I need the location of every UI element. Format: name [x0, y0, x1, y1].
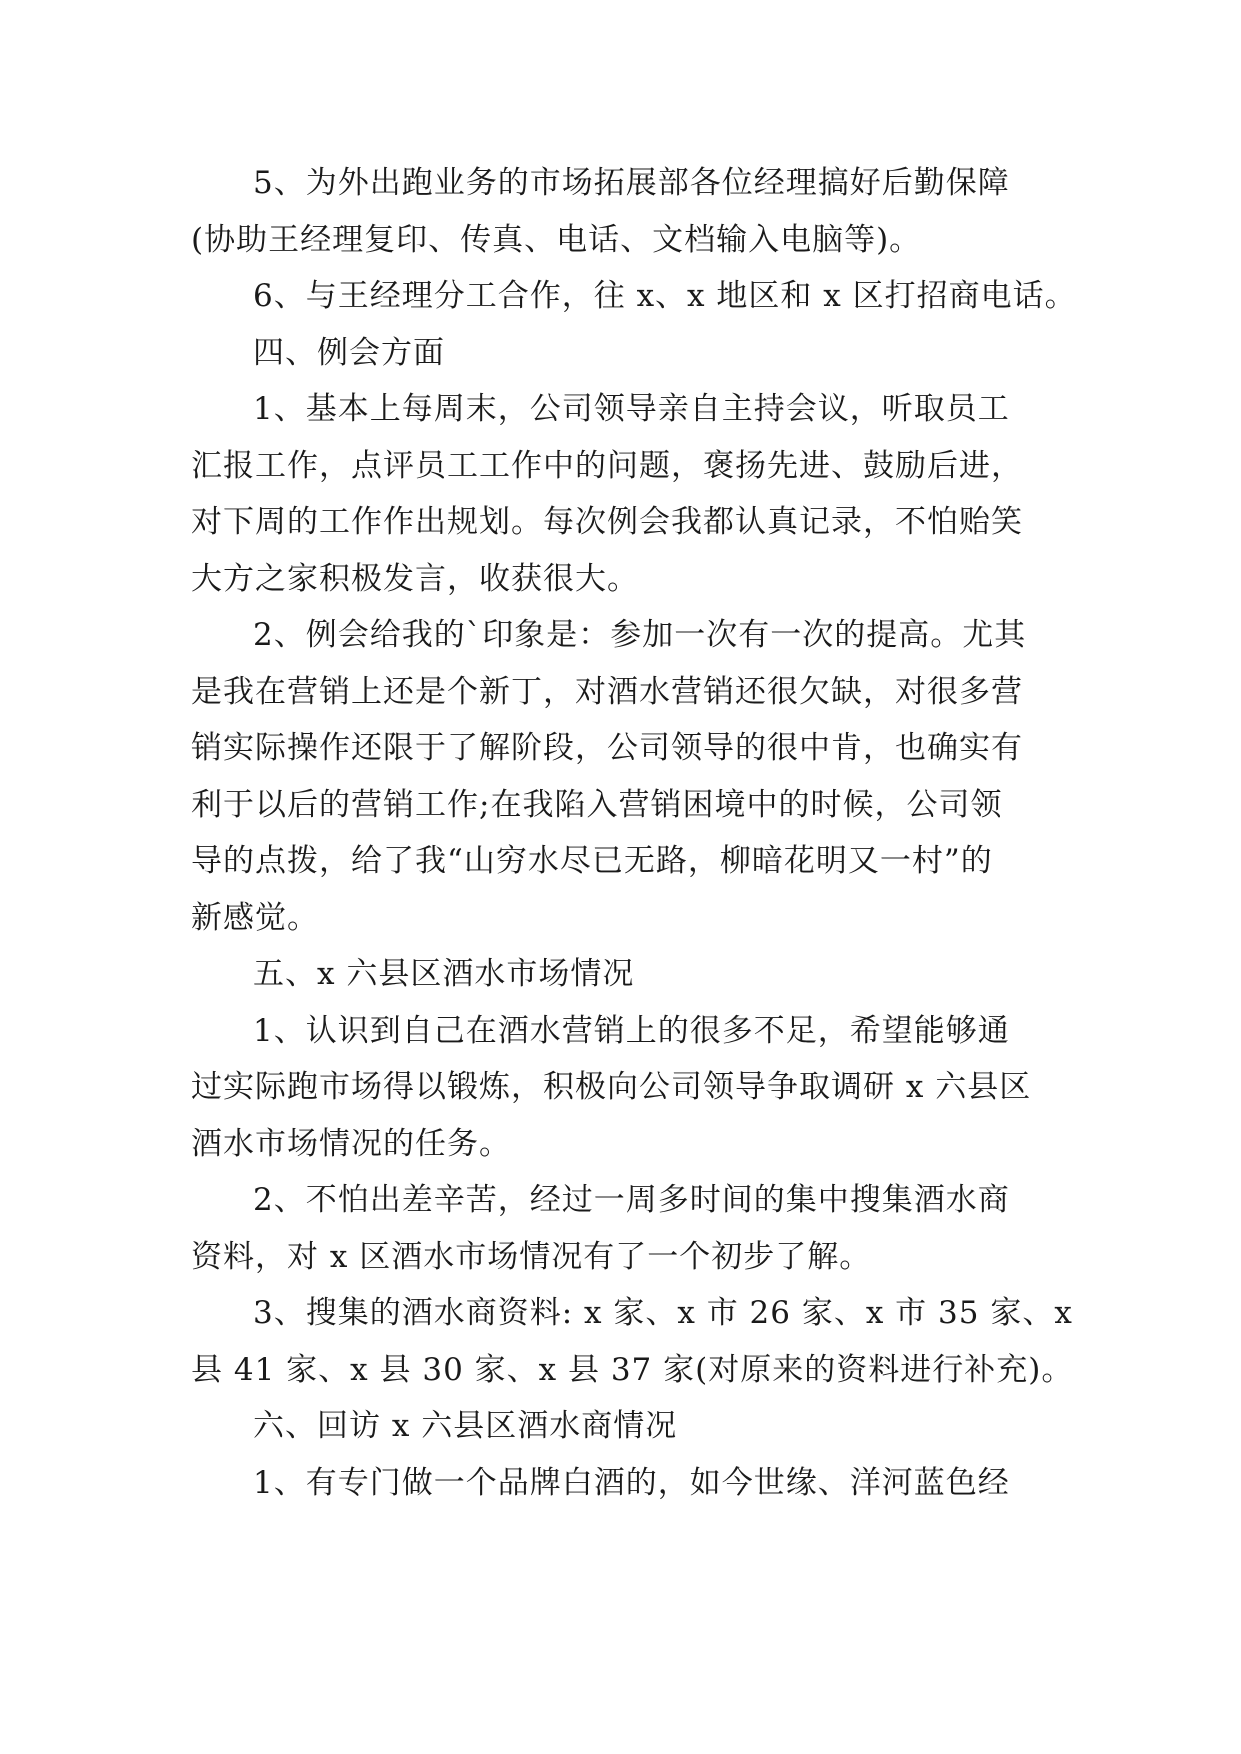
section-heading: 四、例会方面 — [253, 334, 445, 371]
text-line: 大方之家积极发言，收获很大。 — [191, 560, 639, 597]
text-line: 2、例会给我的`印象是：参加一次有一次的提高。尤其 — [253, 617, 1027, 653]
text-line: 县 41 家、x 县 30 家、x 县 37 家(对原来的资料进行补充)。 — [191, 1351, 1074, 1388]
document-body — [191, 155, 1077, 1511]
text-line: 是我在营销上还是个新丁，对酒水营销还很欠缺，对很多营 — [191, 673, 1023, 710]
text-line: 1、有专门做一个品牌白酒的，如今世缘、洋河蓝色经 — [253, 1464, 1010, 1501]
text-line: 利于以后的营销工作;在我陷入营销困境中的时候，公司领 — [191, 786, 1003, 823]
text-line: 过实际跑市场得以锻炼，积极向公司领导争取调研 x 六县区 — [191, 1069, 1032, 1105]
text-line: 酒水市场情况的任务。 — [191, 1125, 511, 1162]
text-line: 5、为外出跑业务的市场拓展部各位经理搞好后勤保障 — [253, 165, 1010, 201]
text-line: 销实际操作还限于了解阶段，公司领导的很中肯，也确实有 — [191, 730, 1023, 766]
text-line: 资料，对 x 区酒水市场情况有了一个初步了解。 — [191, 1238, 872, 1275]
text-line: (协助王经理复印、传真、电话、文档输入电脑等)。 — [191, 221, 922, 258]
text-line: 导的点拨，给了我“山穷水尽已无路，柳暗花明又一村”的 — [191, 843, 993, 879]
text-line: 2、不怕出差辛苦，经过一周多时间的集中搜集酒水商 — [253, 1182, 1010, 1218]
section-heading: 五、x 六县区酒水市场情况 — [253, 956, 635, 992]
text-line: 汇报工作，点评员工工作中的问题，褒扬先进、鼓励后进， — [191, 447, 1023, 484]
text-line: 1、认识到自己在酒水营销上的很多不足，希望能够通 — [253, 1012, 1010, 1049]
text-line: 新感觉。 — [191, 899, 319, 936]
text-line: 1、基本上每周末，公司领导亲自主持会议，听取员工 — [253, 391, 1010, 427]
text-line: 3、搜集的酒水商资料: x 家、x 市 26 家、x 市 35 家、x — [253, 1295, 1073, 1331]
text-line: 6、与王经理分工合作，往 x、x 地区和 x 区打招商电话。 — [253, 278, 1077, 314]
text-line: 对下周的工作作出规划。每次例会我都认真记录，不怕贻笑 — [191, 504, 1023, 540]
section-heading: 六、回访 x 六县区酒水商情况 — [253, 1408, 678, 1444]
